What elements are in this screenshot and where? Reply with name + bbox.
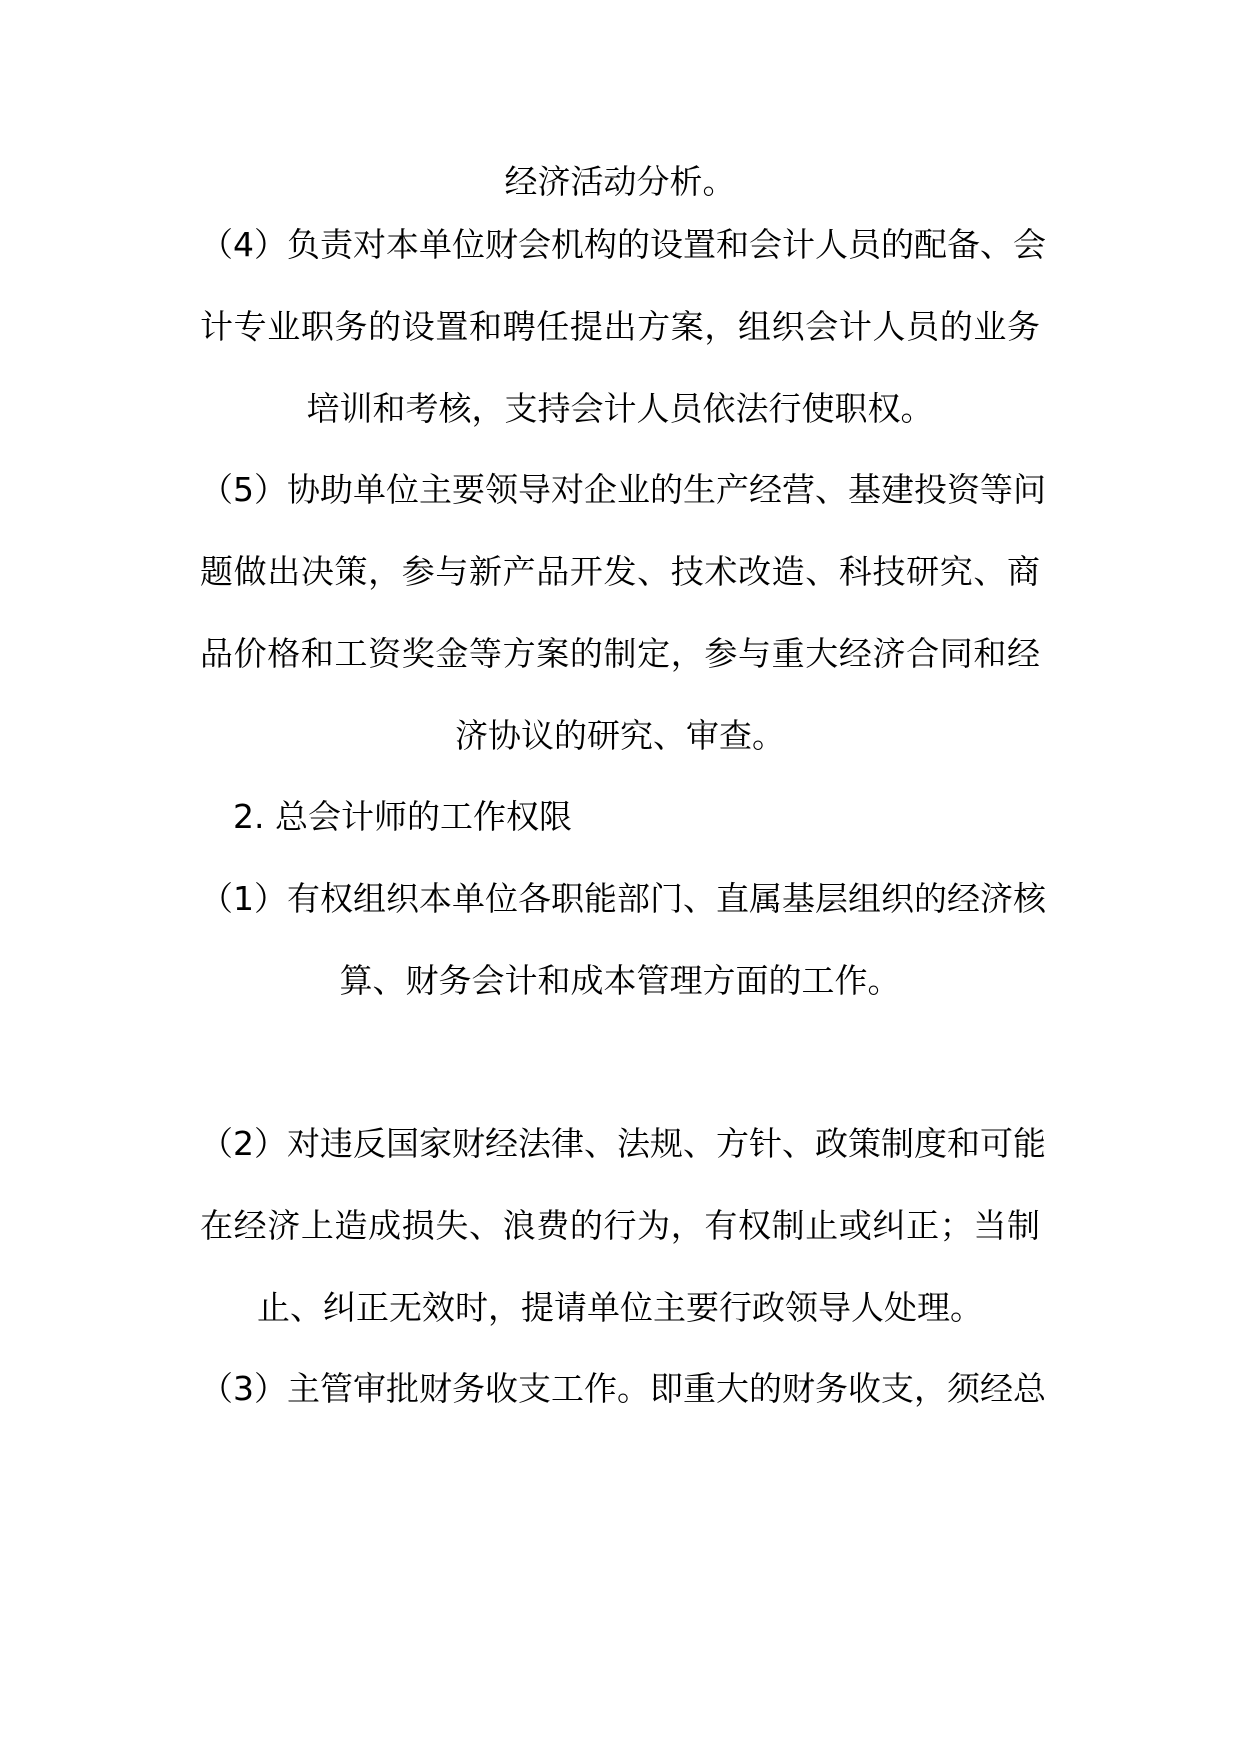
paragraph-line: 品价格和工资奖金等方案的制定，参与重大经济合同和经 xyxy=(200,634,1040,673)
paragraph-line: （3）主管审批财务收支工作。即重大的财务收支，须经总 xyxy=(200,1369,1046,1408)
paragraph-line: （2）对违反国家财经法律、法规、方针、政策制度和可能 xyxy=(200,1124,1046,1163)
paragraph-line: 经济活动分析。 xyxy=(504,162,736,201)
paragraph-line: 济协议的研究、审查。 xyxy=(455,716,785,755)
paragraph-line: （5）协助单位主要领导对企业的生产经营、基建投资等问 xyxy=(200,470,1046,509)
section-heading: 2. 总会计师的工作权限 xyxy=(233,797,572,836)
paragraph-line: （4）负责对本单位财会机构的设置和会计人员的配备、会 xyxy=(200,225,1046,264)
paragraph-line: 算、财务会计和成本管理方面的工作。 xyxy=(339,961,901,1000)
paragraph-line: 题做出决策，参与新产品开发、技术改造、科技研究、商 xyxy=(200,552,1040,591)
paragraph-line: 培训和考核，支持会计人员依法行使职权。 xyxy=(306,389,934,428)
paragraph-line: 止、纠正无效时，提请单位主要行政领导人处理。 xyxy=(257,1288,983,1327)
paragraph-line: （1）有权组织本单位各职能部门、直属基层组织的经济核 xyxy=(200,879,1046,918)
paragraph-line: 计专业职务的设置和聘任提出方案，组织会计人员的业务 xyxy=(200,307,1040,346)
paragraph-line: 在经济上造成损失、浪费的行为，有权制止或纠正；当制 xyxy=(200,1206,1040,1245)
